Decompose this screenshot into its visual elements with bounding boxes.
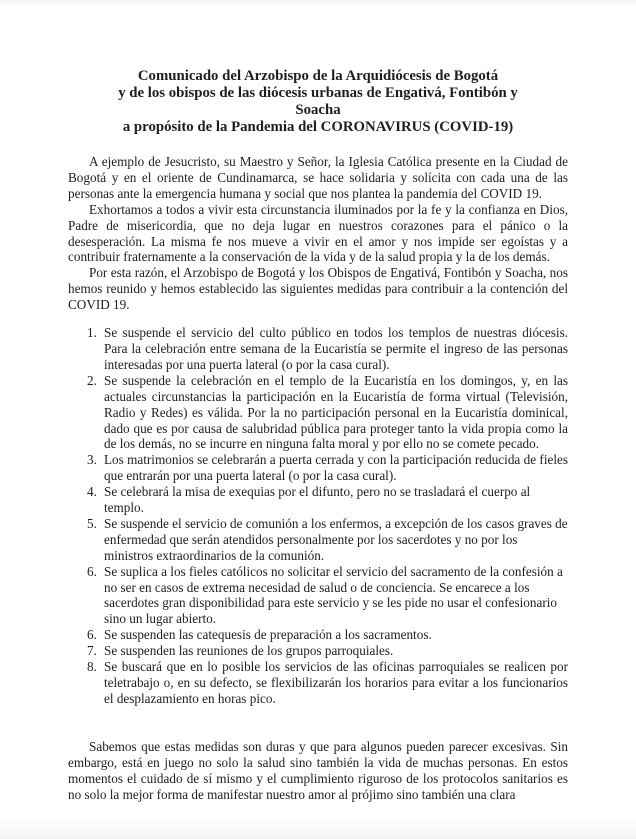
- list-item-text: Se celebrará la misa de exequias por el difunto, pero no se trasladará el cuerpo al templo.: [104, 484, 531, 516]
- list-item-text: Se suspende el servicio del culto público en todos los templos de nuestras diócesis. Para la celebración entre semana de la Eucaristía se permite el ingreso de las personas interesadas por una puerta lateral (o por la casa cural).: [104, 325, 568, 372]
- document-content: [68, 68, 568, 802]
- list-item-text: Se suspende el servicio de comunión a los enfermos, a excepción de los casos graves de enfermedad que serán atendidos personalmente por los sacerdotes y no por los ministros extraordinarios de la comunión.: [104, 515, 568, 563]
- page-edge-top: [0, 0, 636, 5]
- closing-paragraph: Sabemos que estas medidas son duras y que para algunos pueden parecer excesivas. Sin embargo, está en juego no solo la salud sino también la vida de muchas personas. En estos momentos el cuidado de sí mismo y el cumplimiento riguroso de los protocolos sanitarios es no solo la mejor forma de manifestar nuestro amor al prójimo sino también una clara: [68, 738, 568, 802]
- intro-paragraph-1: A ejemplo de Jesucristo, su Maestro y Señor, la Iglesia Católica presente en la Ciudad de Bogotá y en el oriente de Cundinamarca, se hace solidaria y solícita con cada una de las personas ante la emergencia humana y social que nos plantea la pandemia del COVID 19.: [68, 154, 568, 201]
- intro-paragraph-3: Por esta razón, el Arzobispo de Bogotá y los Obispos de Engativá, Fontibón y Soacha, nos hemos reunido y hemos establecido las siguientes medidas para contribuir a la contención del COVID 19.: [68, 265, 568, 313]
- list-item: [68, 516, 568, 564]
- list-item-number: 7.: [87, 643, 97, 659]
- list-item: [68, 659, 568, 707]
- list-item-text: Se suspenden las reuniones de los grupos parroquiales.: [104, 643, 394, 659]
- list-item: [68, 373, 568, 453]
- intro-section: [68, 154, 568, 313]
- list-item-number: 5.: [87, 515, 97, 531]
- list-item: [68, 452, 568, 484]
- list-item: [68, 325, 568, 373]
- list-item-number: 2.: [87, 372, 97, 388]
- list-item-text: Se suspende la celebración en el templo de la Eucaristía en los domingos, y, en las actuales circunstancias la participación en la Eucaristía de forma virtual (Televisión, Radio y Redes) es válida. Por la no participación personal en la Eucaristía dominical, dado que es por causa de salubridad pública para proteger tanto la vida propia como la de los demás, no se incurre en ninguna falta moral y por ello no se comete pecado.: [104, 372, 568, 452]
- list-item-number: 3.: [87, 452, 97, 468]
- closing-section: [68, 739, 568, 803]
- list-item-text: Se suspenden las catequesis de preparación a los sacramentos.: [104, 627, 432, 643]
- list-item-number: 6.: [87, 627, 97, 643]
- list-item-number: 1.: [87, 325, 97, 341]
- list-item: [68, 484, 568, 516]
- list-item-text: Se buscará que en lo posible los servicios de las oficinas parroquiales se realicen por teletrabajo o, en su defecto, se flexibilizarán los horarios para evitar a los funcionarios el desplazamiento en horas pico.: [104, 659, 568, 706]
- list-item-text: Se suplica a los fieles católicos no solicitar el servicio del sacramento de la confesión a no ser en casos de extrema necesidad de salud o de conciencia. Se encarece a los sacerdotes gran disponibilidad para este servicio y se les pide no usar el confesionario sino un lugar abierto.: [104, 563, 563, 627]
- title-line-4: a propósito de la Pandemia del CORONAVIRUS (COVID-19): [122, 119, 514, 135]
- list-item-number: 8.: [87, 659, 97, 675]
- page-edge-bottom: [0, 817, 636, 839]
- document-title: [68, 68, 568, 136]
- list-item: [68, 643, 568, 659]
- list-item-number: 4.: [87, 484, 97, 500]
- title-line-2: y de los obispos de las diócesis urbanas de Engativá, Fontibón y: [118, 85, 518, 101]
- title-line-3: Soacha: [295, 102, 341, 118]
- title-line-1: Comunicado del Arzobispo de la Arquidiócesis de Bogotá: [137, 68, 499, 84]
- list-item: [68, 627, 568, 643]
- measures-list: [68, 325, 568, 707]
- list-item-text: Los matrimonios se celebrarán a puerta cerrada y con la participación reducida de fieles que entrarán por una puerta lateral (o por la casa cural).: [104, 452, 568, 484]
- intro-paragraph-2: Exhortamos a todos a vivir esta circunstancia iluminados por la fe y la confianza en Dios, Padre de misericordia, que no deja lugar en nuestros corazones para el pánico o la desesperación. La misma fe nos mueve a vivir en el amor y nos impide ser egoístas y a contribuir fraternamente a la conservación de la vida y de la salud propia y la de los demás.: [68, 201, 568, 265]
- list-item: [68, 564, 568, 628]
- list-item-number: 6.: [87, 563, 97, 579]
